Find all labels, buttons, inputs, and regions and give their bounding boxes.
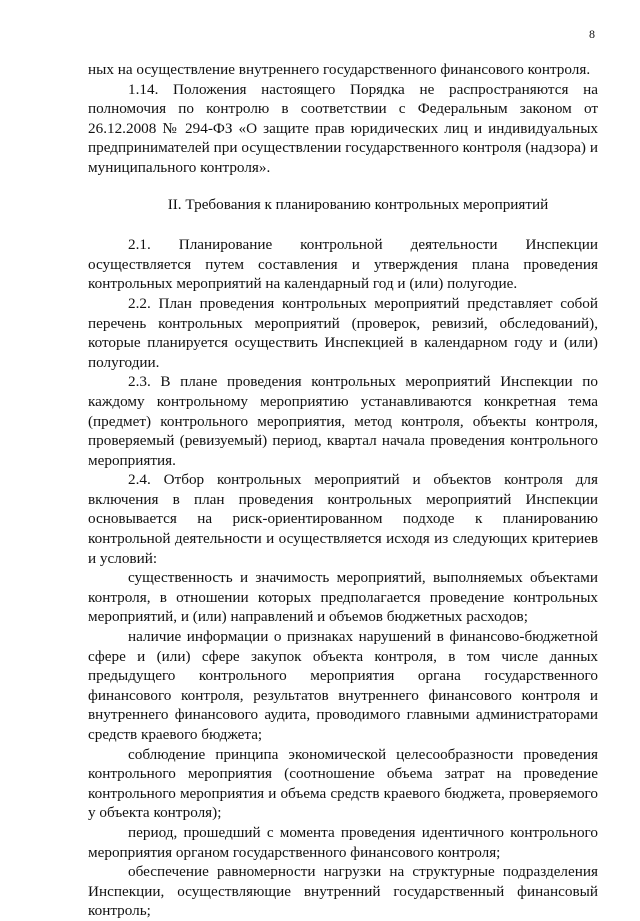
paragraph: 2.4. Отбор контрольных мероприятий и объектов контроля для включения в план проведения контрольных мероприятий Инспекции основывается на риск-ориентированном подходе к планированию контрольной деятельности и осуществляется исходя из следующих критериев и условий: — [88, 471, 598, 567]
paragraph: ных на осуществление внутреннего государственного финансового контроля. — [88, 61, 591, 78]
paragraph: период, прошедший с момента проведения идентичного контрольного мероприятия органом государственного финансового контроля; — [88, 823, 598, 861]
paragraphs-after-heading — [88, 235, 598, 921]
paragraph: соблюдение принципа экономической целесообразности проведения контрольного мероприятия (соотношение объема затрат на проведение контрольного мероприятия и объема средств краевого бюджета, проверяемого у объекта контроля); — [88, 745, 598, 822]
paragraph: существенность и значимость мероприятий, выполняемых объектами контроля, в отношении которых предполагается проведение контрольных мероприятий, и (или) направлений и объемов бюджетных расходов; — [88, 569, 598, 626]
document-body — [88, 60, 598, 921]
paragraph: 2.2. План проведения контрольных мероприятий представляет собой перечень контрольных мероприятий (проверок, ревизий, обследований), которые планируется осуществить Инспекцией в календарном году и (или) полугодии. — [88, 294, 598, 371]
paragraph: наличие информации о признаках нарушений в финансово-бюджетной сфере и (или) сфере закупок объекта контроля, в том числе данных предыдущего контрольного мероприятия органа государственного финансового контроля, результатов внутреннего финансового контроля и внутреннего финансового аудита, проводимого главными администраторами средств краевого бюджета; — [88, 628, 598, 743]
paragraphs-before-heading — [88, 60, 598, 178]
page-number: 8 — [589, 27, 595, 41]
paragraph: 2.1. Планирование контрольной деятельности Инспекции осуществляется путем составления и утверждения плана проведения контрольных мероприятий на календарный год и (или) полугодие. — [88, 236, 598, 293]
paragraph: 2.3. В плане проведения контрольных мероприятий Инспекции по каждому контрольному мероприятию устанавливаются конкретная тема (предмет) контрольного мероприятия, метод контроля, объекты контроля, проверяемый (ревизуемый) период, квартал начала проведения контрольного мероприятия. — [88, 373, 598, 469]
paragraph: 1.14. Положения настоящего Порядка не распространяются на полномочия по контролю в соответствии с Федеральным законом от 26.12.2008 № 294-ФЗ «О защите прав юридических лиц и индивидуальных предпринимателей при осуществлении государственного контроля (надзора) и муниципального контроля». — [88, 80, 598, 176]
paragraph: обеспечение равномерности нагрузки на структурные подразделения Инспекции, осуществляющие внутренний государственный финансовый контроль; — [88, 863, 598, 920]
section-heading: II. Требования к планированию контрольных мероприятий — [167, 195, 549, 213]
